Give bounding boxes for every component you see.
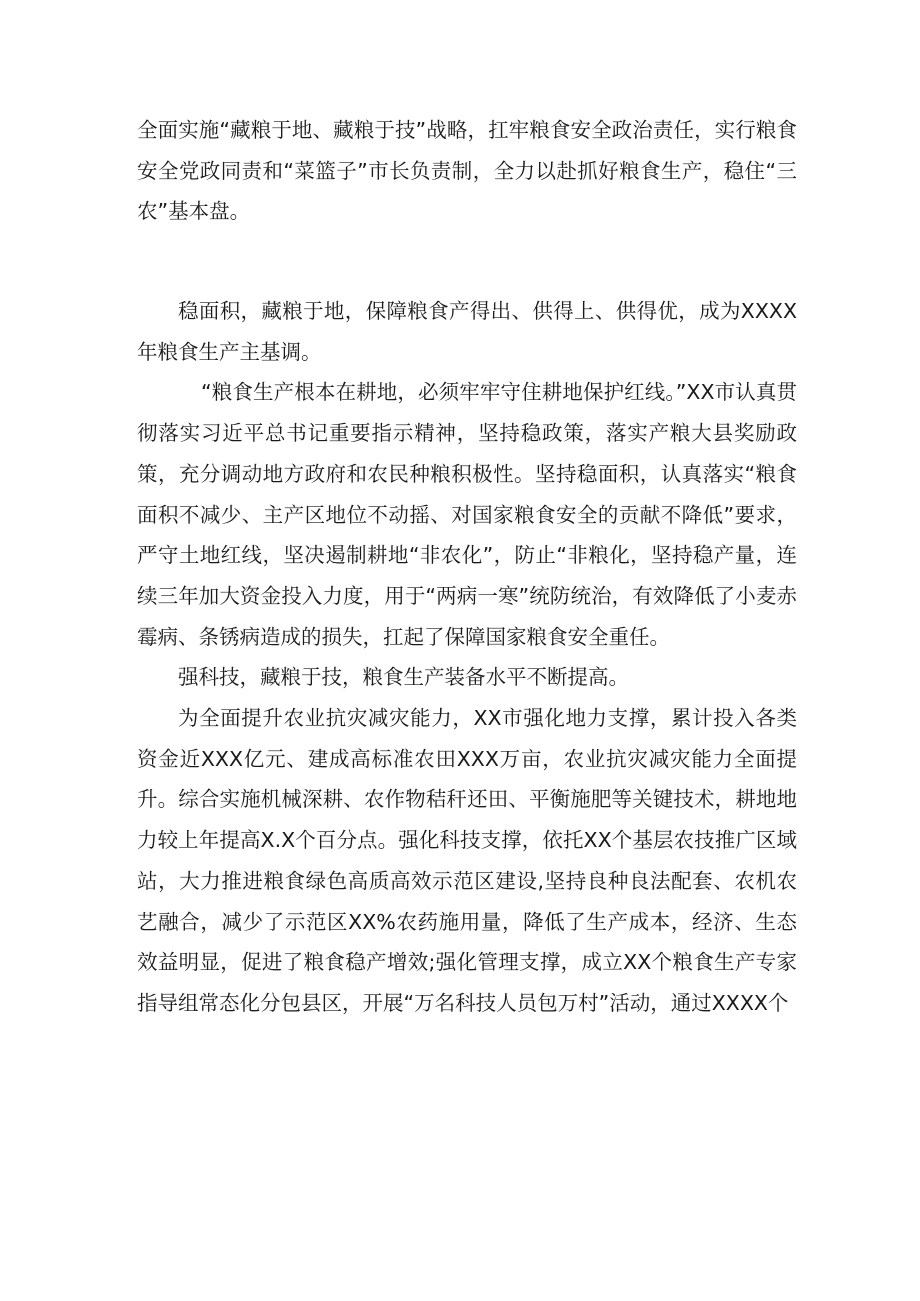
paragraph-strategy-intro: 全面实施“藏粮于地、藏粮于技”战略，扛牢粮食安全政治责任，实行粮食安全党政同责和“菜篮子”市长负责制，全力以赴抓好粮食生产，稳住“三农”基本盘。 — [137, 118, 797, 224]
paragraph-disaster-resilience: 为全面提升农业抗灾减灾能力，XX市强化地力支撑，累计投入各类资金近XXX亿元、建成高标准农田XXX万亩，农业抗灾减灾能力全面提升。综合实施机械深耕、农作物秸秆还田、平衡施肥等关键技术，耕地地力较上年提高X.X个百分点。强化科技支撑，依托XX个基层农技推广区域站，大力推进粮食绿色高质高效示范区建设,坚持良种良法配套、农机农艺融合，减少了示范区XX%农药施用量，降低了生产成本，经济、生态效益明显，促进了粮食稳产增效;强化管理支撑，成立XX个粮食生产专家指导组常态化分包县区，开展“万名科技人员包万村”活动，通过XXXX个 — [137, 706, 797, 1015]
paragraph-technology-heading: 强科技，藏粮于技，粮食生产装备水平不断提高。 — [178, 665, 629, 690]
document-body-top — [137, 110, 797, 232]
paragraph-farmland-protection: “粮食生产根本在耕地，必须牢牢守住耕地保护红线。”XX市认真贯彻落实习近平总书记重要指示精神，坚持稳政策，落实产粮大县奖励政策，充分调动地方政府和农民种粮积极性。坚持稳面积，认真落实“粮食面积不减少、主产区地位不动摇、对国家粮食安全的贡献不降低”要求，严守土地红线，坚决遏制耕地“非农化”，防止“非粮化，坚持稳产量，连续三年加大资金投入力度，用于“两病一寒”统防统治，有效降低了小麦赤霉病、条锈病造成的损失，扛起了保障国家粮食安全重任。 — [137, 380, 797, 649]
paragraph-stable-area-heading: 稳面积，藏粮于地，保障粮食产得出、供得上、供得优，成为XXXX年粮食生产主基调。 — [137, 299, 797, 364]
document-body-main — [137, 291, 797, 1024]
